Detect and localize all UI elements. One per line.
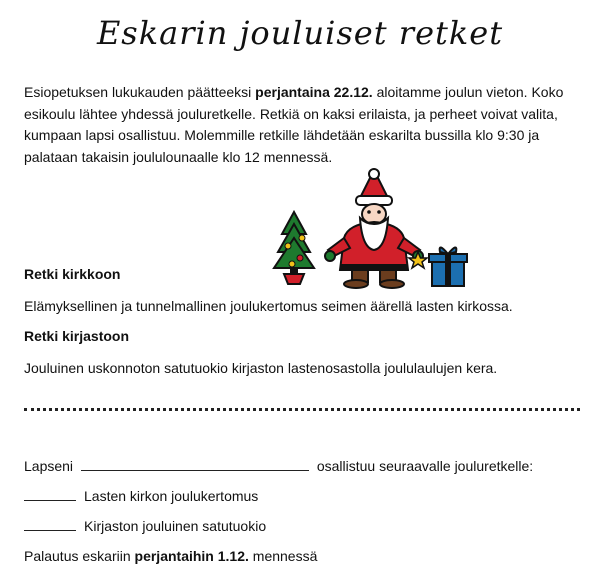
return-deadline (24, 548, 317, 564)
child-name-row (24, 458, 533, 474)
section-text-church: Elämyksellinen ja tunnelmallinen joulukertomus seimen äärellä lasten kirkossa. (24, 298, 513, 314)
return-date: perjantaihin 1.12. (134, 548, 249, 564)
option-library-blank[interactable] (24, 518, 76, 531)
option-library-label: Kirjaston jouluinen satutuokio (84, 518, 267, 534)
event-date: perjantaina 22.12. (255, 84, 373, 100)
section-heading-library: Retki kirjastoon (24, 328, 130, 344)
option-library-row (24, 518, 266, 534)
page-title: Eskarin jouluiset retket (96, 14, 504, 52)
section-text-library: Jouluinen uskonnoton satutuokio kirjaston lastenosastolla joululaulujen kera. (24, 360, 498, 376)
christmas-tree-icon (274, 212, 314, 284)
cut-line-divider (24, 408, 580, 411)
intro-paragraph (24, 82, 584, 168)
santa-icon (325, 169, 423, 288)
gift-box-icon (429, 247, 467, 286)
christmas-illustration (272, 168, 472, 290)
option-church-row (24, 488, 258, 504)
section-heading-church: Retki kirkkoon (24, 266, 121, 282)
intro-text-start: Esiopetuksen lukukauden päätteeksi (24, 84, 256, 100)
child-label-suffix: osallistuu seuraavalle jouluretkelle: (316, 458, 534, 474)
option-church-blank[interactable] (24, 488, 76, 501)
child-label: Lapseni (24, 458, 74, 474)
option-church-label: Lasten kirkon joulukertomus (84, 488, 259, 504)
return-text-start: Palautus eskariin (24, 548, 135, 564)
child-name-blank[interactable] (81, 458, 309, 471)
return-text-end: mennessä (248, 548, 318, 564)
intro-text-rest: aloitamme joulun vieton. Koko esikoulu lähtee yhdessä jouluretkelle. Retkiä on kaksi erilaista, ja perheet voivat valita, kumpaan lapsi osallistuu. Molemmille retkille lähdetään eskarilta bussilla klo 9:30 ja palataan takaisin joululounaalle klo 12 mennessä. (24, 84, 564, 165)
